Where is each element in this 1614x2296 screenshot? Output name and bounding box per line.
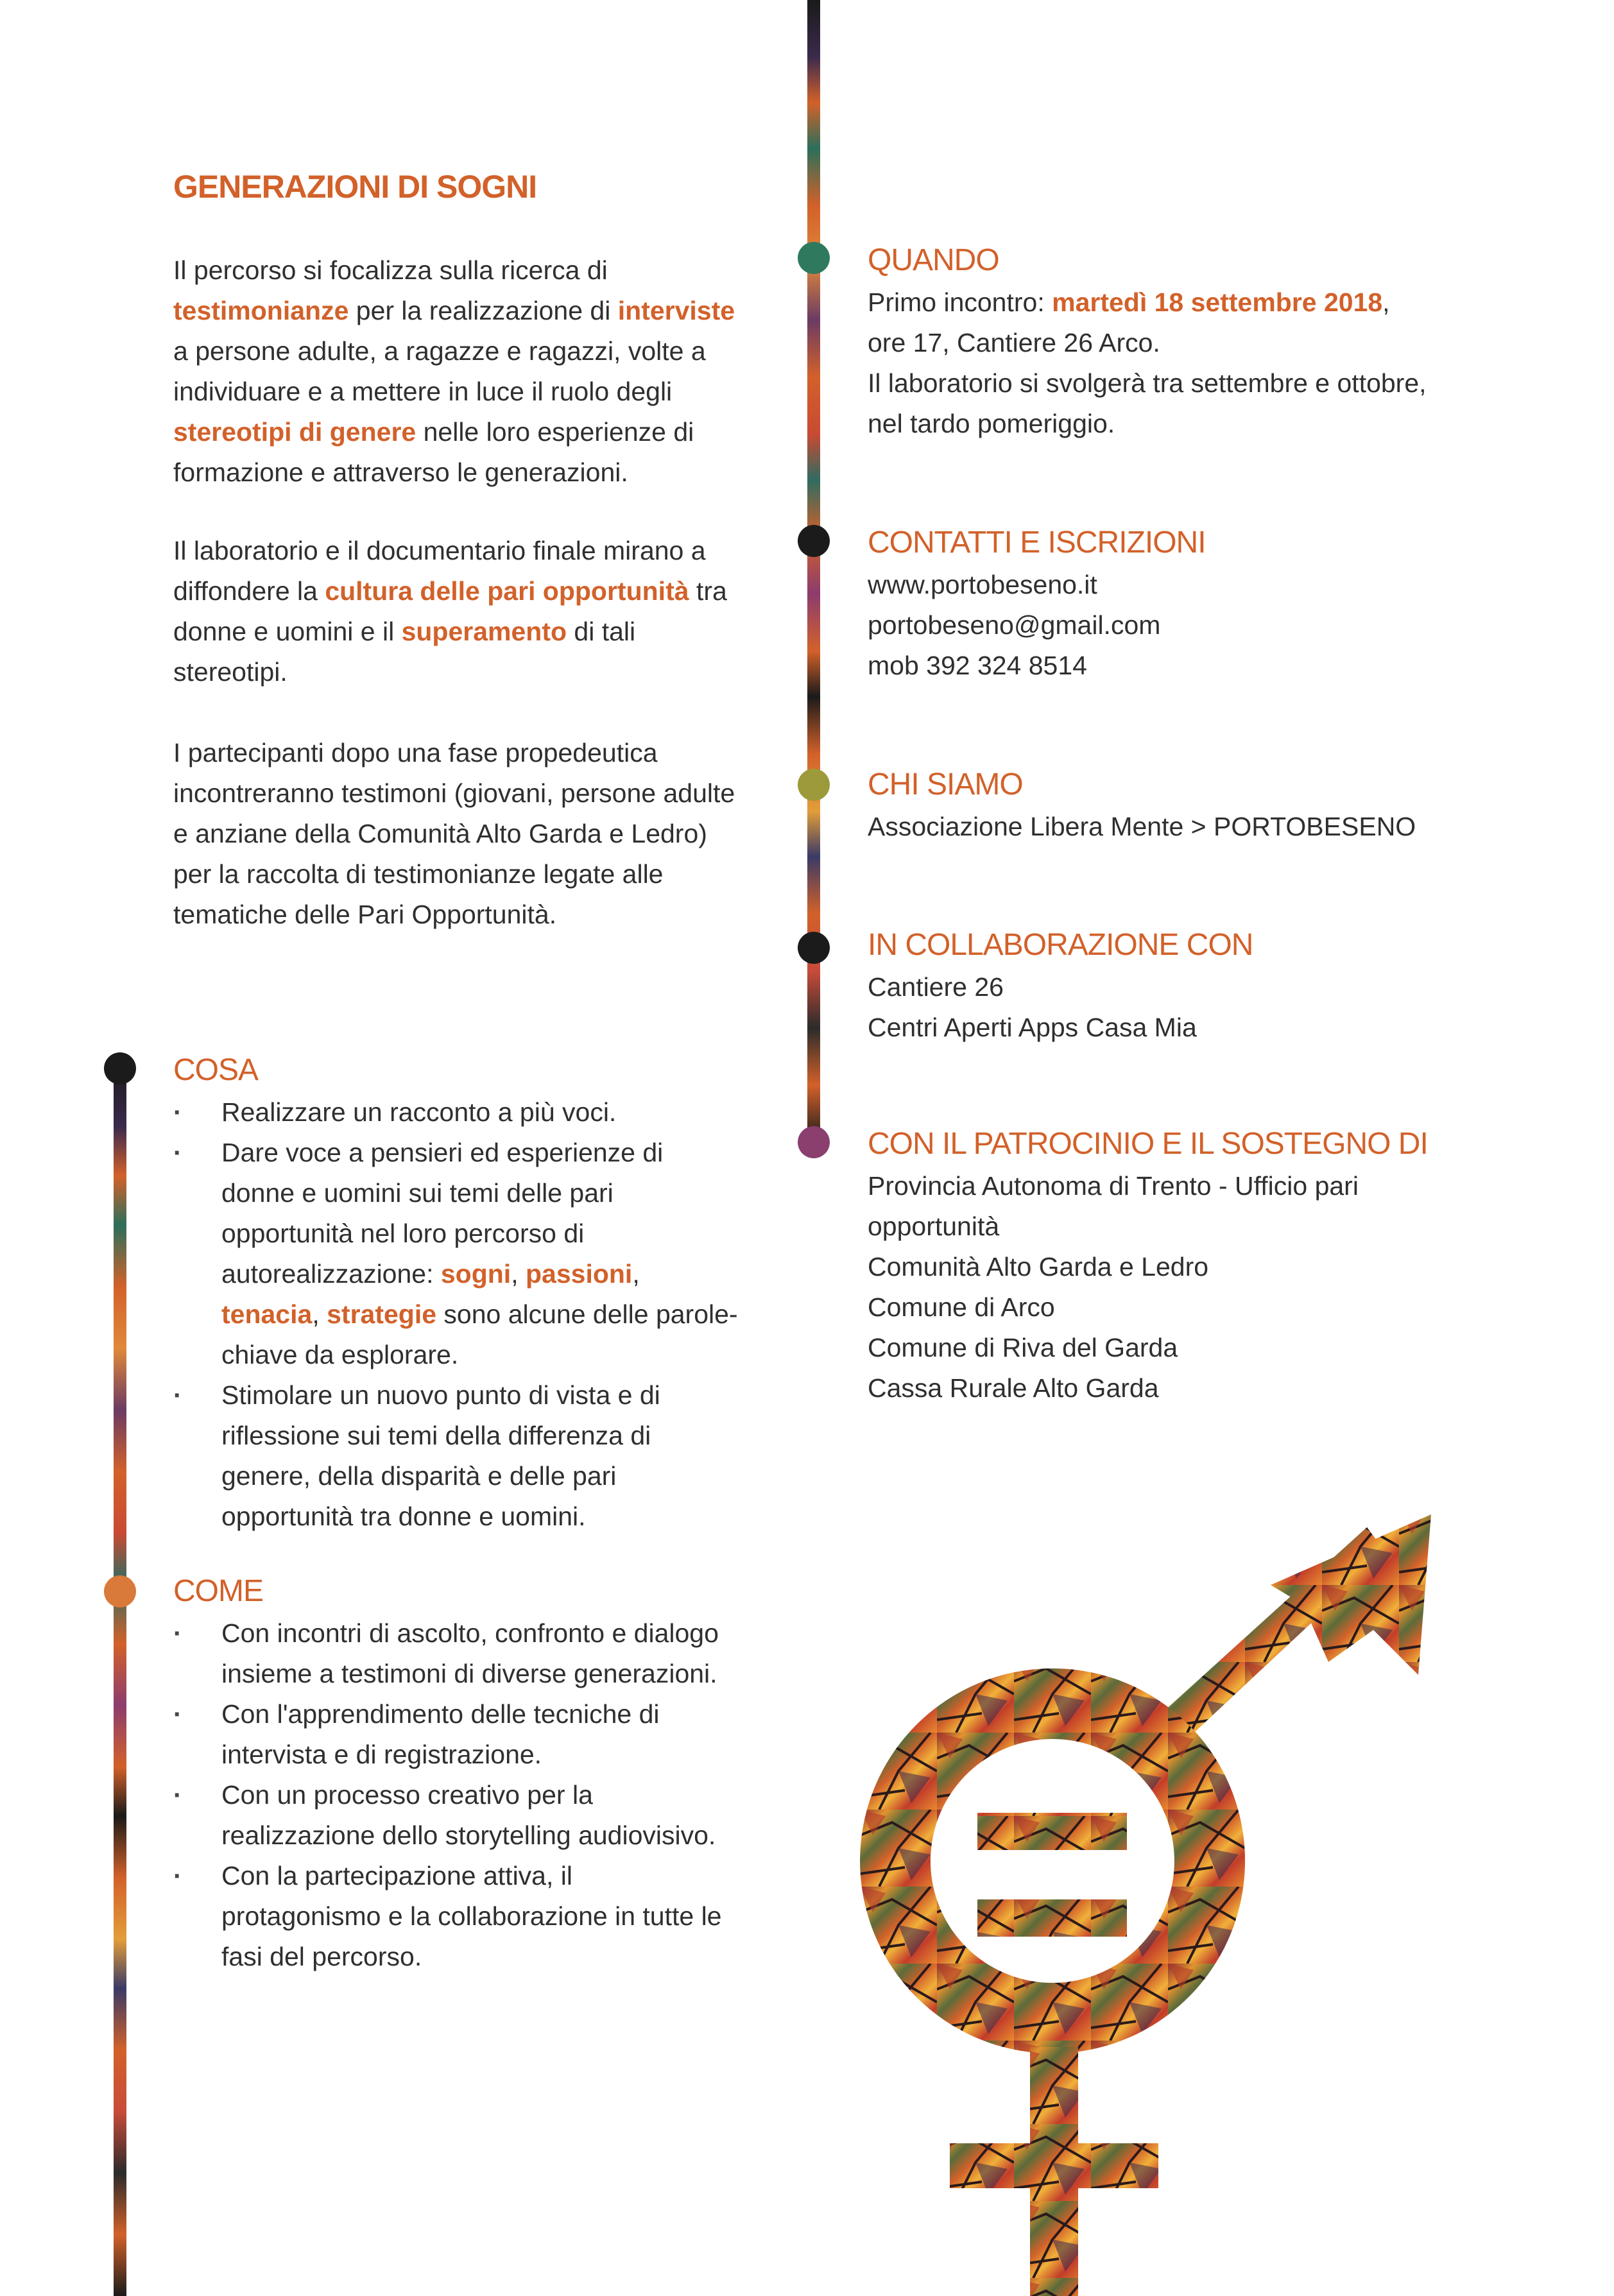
highlight: sogni xyxy=(440,1259,511,1289)
phone-number: mob 392 324 8514 xyxy=(868,651,1087,680)
text: Realizzare un racconto a più voci. xyxy=(221,1097,617,1127)
cosa-list xyxy=(173,1092,738,1537)
date-highlight: martedì 18 settembre 2018 xyxy=(1052,287,1383,317)
collaborazione-heading: IN COLLABORAZIONE CON xyxy=(868,928,1253,962)
quando-heading: QUANDO xyxy=(868,243,999,277)
page-title: GENERAZIONI DI SOGNI xyxy=(173,169,537,205)
text: , xyxy=(1382,287,1390,317)
text: Dare voce a pensieri ed esperienze di donne e uomini sui temi delle pari opportunità nel loro percorso di autorealizzazione: xyxy=(221,1138,664,1289)
quando-line xyxy=(868,282,1445,323)
text: , xyxy=(511,1259,526,1289)
highlight: cultura delle pari opportunità xyxy=(325,576,689,606)
highlight: passioni xyxy=(526,1259,633,1289)
highlight: interviste xyxy=(617,296,735,325)
list-item: Cassa Rurale Alto Garda xyxy=(868,1373,1159,1403)
text: , xyxy=(632,1259,640,1289)
collaborazione-list xyxy=(868,967,1445,1048)
list-item: Centri Aperti Apps Casa Mia xyxy=(868,1013,1197,1042)
quando-line: Il laboratorio si svolgerà tra settembre e ottobre, nel tardo pomeriggio. xyxy=(868,368,1427,438)
timeline-dot-cosa xyxy=(104,1052,136,1084)
timeline-dot-come xyxy=(104,1575,136,1607)
highlight: testimonianze xyxy=(173,296,349,325)
list-item: · Con incontri di ascolto, confronto e dialogo insieme a testimoni di diverse generazioni. xyxy=(173,1613,738,1694)
list-item: Provincia Autonoma di Trento - Ufficio pari opportunità xyxy=(868,1171,1359,1241)
highlight: superamento xyxy=(401,617,567,646)
text: Il percorso si focalizza sulla ricerca di xyxy=(173,255,608,285)
text: Il laboratorio e il documentario finale mirano a diffondere la xyxy=(173,536,706,606)
list-item: Cantiere 26 xyxy=(868,972,1004,1002)
chi-siamo-text: Associazione Libera Mente > PORTOBESENO xyxy=(868,812,1416,841)
contatti-text xyxy=(868,565,1445,686)
timeline-dot-chi xyxy=(798,769,830,801)
timeline-bar-right xyxy=(807,0,820,1142)
website-link[interactable]: www.portobeseno.it xyxy=(868,570,1097,599)
list-item: Comune di Riva del Garda xyxy=(868,1333,1178,1362)
list-item: Comunità Alto Garda e Ledro xyxy=(868,1252,1209,1281)
timeline-dot-collab xyxy=(798,932,830,964)
goal-paragraph xyxy=(173,531,738,692)
quando-text xyxy=(868,282,1445,444)
list-item: · Con un processo creativo per la realizzazione dello storytelling audiovisivo. xyxy=(173,1775,738,1856)
come-heading: COME xyxy=(173,1574,263,1608)
timeline-dot-patrocinio xyxy=(798,1126,830,1158)
quando-line: ore 17, Cantiere 26 Arco. xyxy=(868,328,1160,357)
highlight: tenacia xyxy=(221,1299,313,1329)
timeline-bar-left xyxy=(114,1065,126,2296)
list-item: · Con la partecipazione attiva, il protagonismo e la collaborazione in tutte le fasi del percorso. xyxy=(173,1856,738,1977)
text: di tali stereotipi. xyxy=(173,617,636,687)
participants-paragraph: I partecipanti dopo una fase propedeutica incontreranno testimoni (giovani, persone adulte e anziane della Comunità Alto Garda e Ledro) per la raccolta di testimonianze legate alle tematiche delle Pari Opportunità. xyxy=(173,738,735,929)
email-link[interactable]: portobeseno@gmail.com xyxy=(868,610,1161,640)
chi-siamo-heading: CHI SIAMO xyxy=(868,767,1023,801)
text: a persone adulte, a ragazze e ragazzi, volte a individuare e a mettere in luce il ruolo degli xyxy=(173,336,706,406)
text: nelle loro esperienze di formazione e attraverso le generazioni. xyxy=(173,417,694,487)
highlight: stereotipi di genere xyxy=(173,417,416,447)
timeline-dot-quando xyxy=(798,242,830,274)
cosa-heading: COSA xyxy=(173,1053,259,1087)
text: tra donne e uomini e il xyxy=(173,576,727,646)
gender-equality-symbol-icon xyxy=(860,1508,1450,2296)
list-item xyxy=(173,1375,738,1537)
list-item: Comune di Arco xyxy=(868,1292,1055,1322)
intro-paragraph xyxy=(173,250,738,493)
list-item xyxy=(173,1133,738,1375)
contatti-heading: CONTATTI E ISCRIZIONI xyxy=(868,526,1206,560)
list-item: · Con l'apprendimento delle tecniche di intervista e di registrazione. xyxy=(173,1694,738,1775)
text: , xyxy=(312,1299,327,1329)
list-item xyxy=(173,1092,738,1133)
text: sono alcune delle parole-chiave da esplorare. xyxy=(221,1299,738,1369)
text: Primo incontro: xyxy=(868,287,1052,317)
highlight: strategie xyxy=(327,1299,437,1329)
text: Stimolare un nuovo punto di vista e di riflessione sui temi della differenza di genere, della disparità e delle pari opportunità tra donne e uomini. xyxy=(221,1380,660,1531)
text: per la realizzazione di xyxy=(348,296,618,325)
patrocinio-list xyxy=(868,1166,1420,1409)
patrocinio-heading: CON IL PATROCINIO E IL SOSTEGNO DI xyxy=(868,1127,1428,1161)
come-list xyxy=(173,1613,738,1977)
timeline-dot-contatti xyxy=(798,525,830,557)
